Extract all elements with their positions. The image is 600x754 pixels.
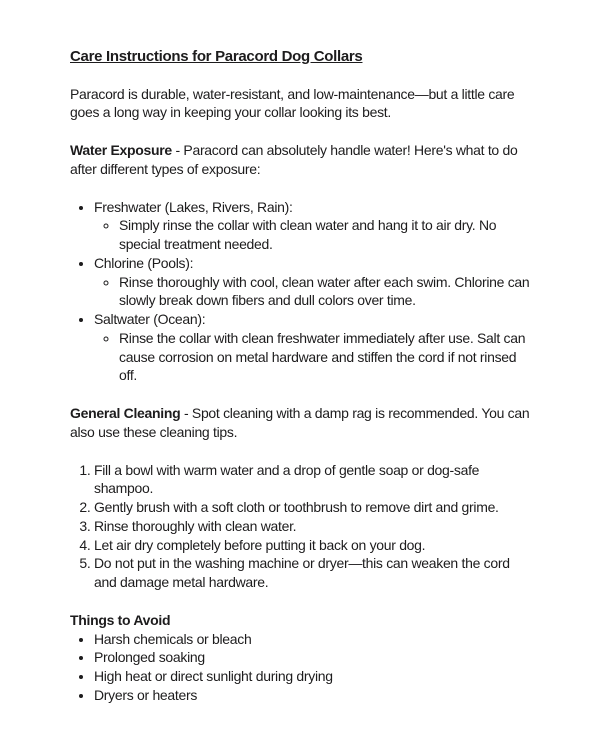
sub-list [94, 329, 530, 385]
list-item-chlorine [94, 254, 530, 310]
avoid-item [94, 630, 530, 649]
avoid-item-text: Harsh chemicals or bleach [94, 630, 252, 647]
things-to-avoid-heading-text: Things to Avoid [70, 611, 171, 628]
sub-list [94, 273, 530, 311]
water-exposure-heading: Water Exposure [70, 142, 172, 158]
sub-list-item-text: Rinse the collar with clean freshwater immediately after use. Salt can cause corrosion on metal hardware and stiffen the cord if not rinsed off. [119, 329, 526, 384]
things-to-avoid-heading [70, 611, 530, 630]
sub-list-item [119, 329, 530, 385]
page-title: Care Instructions for Paracord Dog Collars [70, 48, 363, 65]
avoid-item [94, 686, 530, 705]
avoid-item-text: Dryers or heaters [94, 686, 198, 703]
sub-list-item-text: Simply rinse the collar with clean water and hang it to air dry. No special treatment needed. [119, 217, 497, 252]
general-cleaning-lead: - Spot cleaning with a damp rag is recommended. You can also use these cleaning tips. [70, 405, 530, 440]
cleaning-step-text: Do not put in the washing machine or dryer—this can weaken the cord and damage metal hardware. [94, 555, 510, 590]
list-item-label: Freshwater (Lakes, Rivers, Rain): [94, 198, 293, 215]
avoid-item-text: High heat or direct sunlight during drying [94, 668, 333, 684]
cleaning-step [94, 554, 530, 592]
water-exposure-list [70, 198, 530, 386]
list-item-label: Chlorine (Pools): [94, 254, 194, 271]
cleaning-step [94, 498, 530, 517]
list-item-saltwater [94, 310, 530, 385]
intro-paragraph: Paracord is durable, water-resistant, and low-maintenance—but a little care goes a long way in keeping your collar looking its best. [70, 85, 515, 121]
list-item-freshwater [94, 198, 530, 254]
cleaning-step [94, 536, 530, 555]
sub-list-item-text: Rinse thoroughly with cool, clean water after each swim. Chlorine can slowly break down fibers and dull colors over time. [119, 273, 530, 309]
avoid-item [94, 648, 530, 667]
avoid-item-text: Prolonged soaking [94, 649, 205, 666]
sub-list-item [119, 216, 530, 254]
cleaning-step-text: Fill a bowl with warm water and a drop of gentle soap or dog-safe shampoo. [94, 461, 480, 497]
things-to-avoid-list [70, 630, 530, 705]
avoid-item [94, 667, 530, 686]
cleaning-step-text: Let air dry completely before putting it back on your dog. [94, 536, 426, 553]
water-exposure-lead: - Paracord can absolutely handle water! Here's what to do after different types of exposure: [70, 142, 518, 177]
list-item-label: Saltwater (Ocean): [94, 311, 206, 327]
cleaning-step-text: Rinse thoroughly with clean water. [94, 517, 297, 534]
general-cleaning-paragraph [70, 404, 530, 442]
sub-list [94, 216, 530, 254]
water-exposure-paragraph [70, 141, 530, 179]
general-cleaning-heading: General Cleaning [70, 405, 181, 421]
cleaning-step [94, 461, 530, 499]
cleaning-steps-list [70, 461, 530, 592]
sub-list-item [119, 273, 530, 311]
cleaning-step-text: Gently brush with a soft cloth or toothbrush to remove dirt and grime. [94, 499, 499, 515]
cleaning-step [94, 517, 530, 536]
